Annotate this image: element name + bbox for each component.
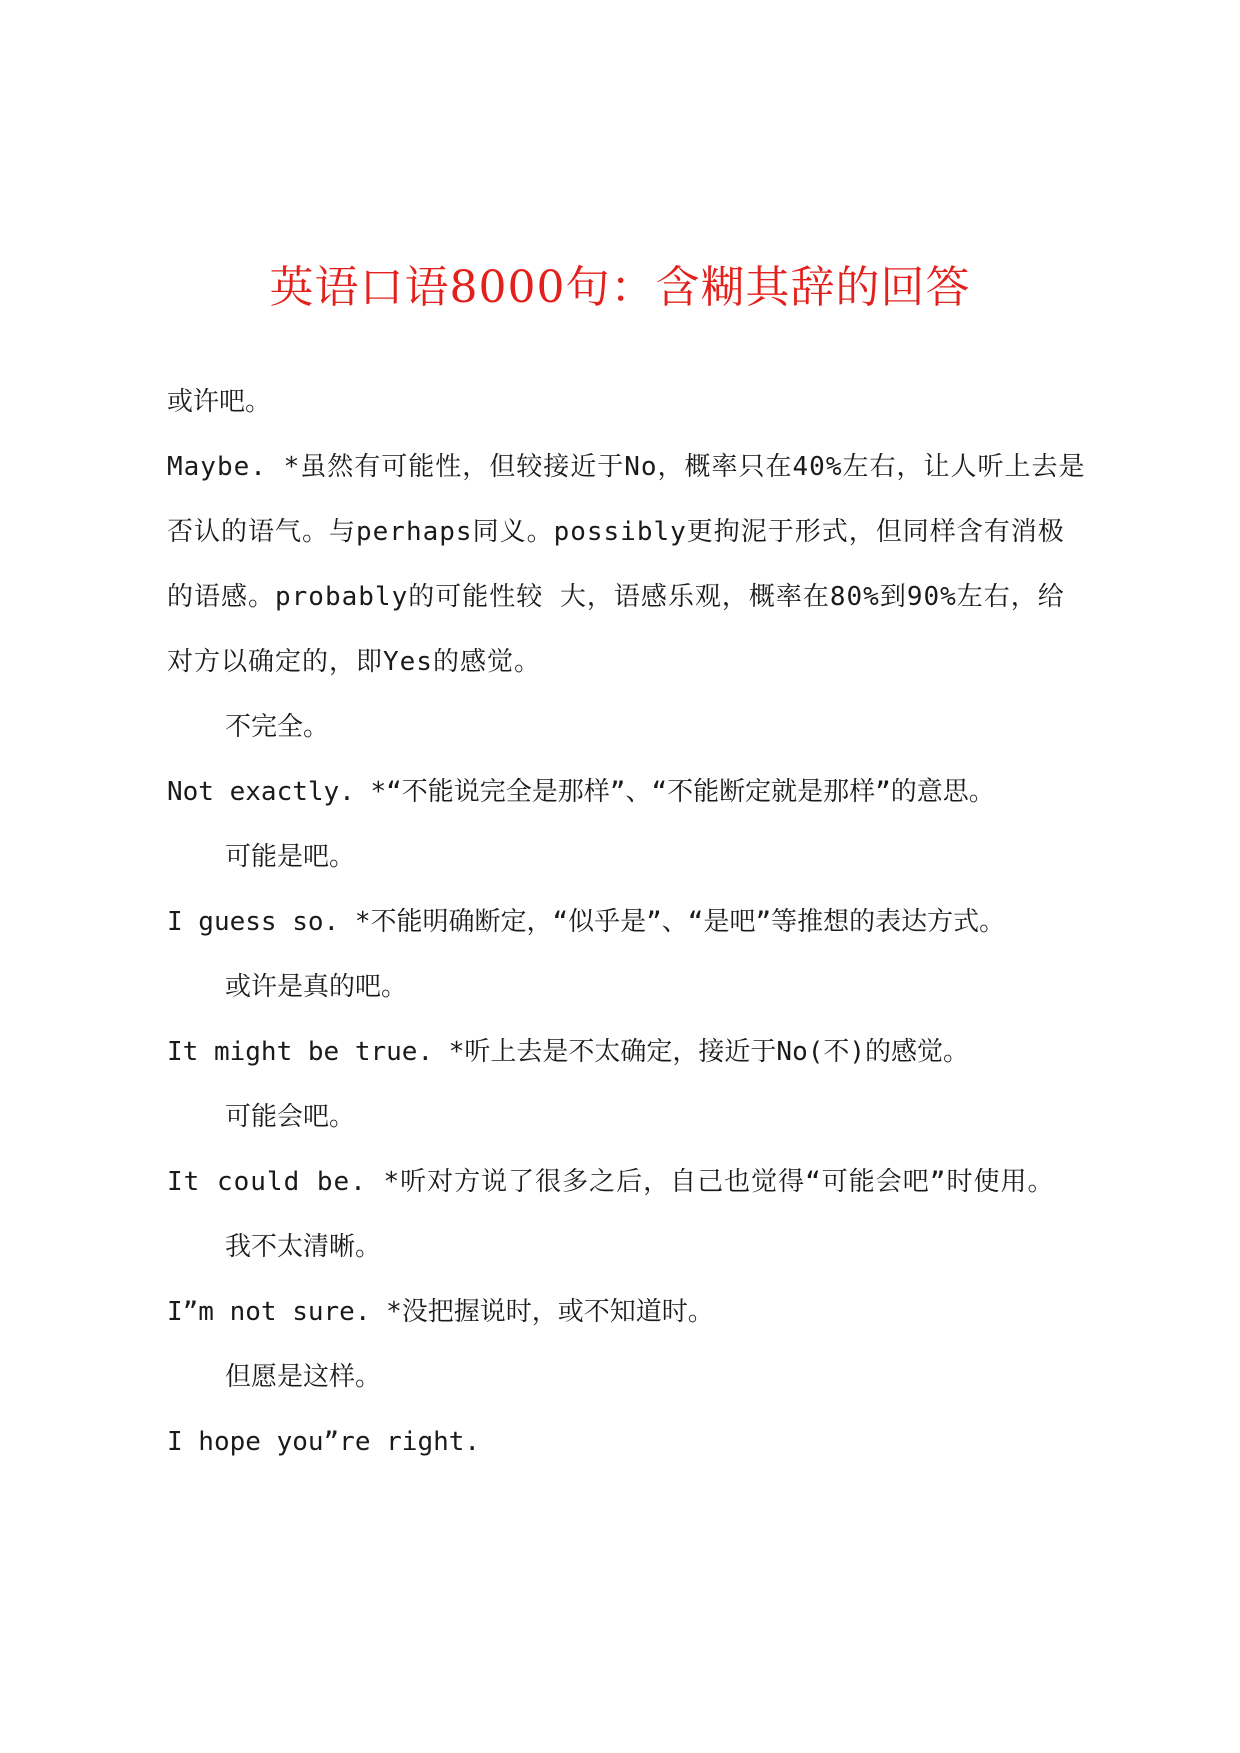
paragraph-4: Not exactly. *“不能说完全是那样”、“不能断定就是那样”的意思。 <box>167 777 995 807</box>
paragraph-5: 可能是吧。 <box>225 842 356 872</box>
document-body <box>167 370 1087 1475</box>
paragraph-9: 可能会吧。 <box>225 1102 356 1132</box>
paragraph-7: 或许是真的吧。 <box>225 972 408 1002</box>
paragraph-1: 或许吧。 <box>167 387 272 417</box>
paragraph-14: I hope you”re right. <box>167 1427 481 1457</box>
paragraph-2: Maybe. *虽然有可能性，但较接近于No，概率只在40%左右，让人听上去是否认的语气。与perhaps同义。possibly更拘泥于形式，但同样含有消极的语感。probably的可能性较 大，语感乐观，概率在80%到90%左右，给对方以确定的，即Yes的感觉。 <box>167 452 1086 677</box>
paragraph-12: I”m not sure. *没把握说时，或不知道时。 <box>167 1297 714 1327</box>
paragraph-13: 但愿是这样。 <box>225 1362 382 1392</box>
paragraph-6: I guess so. *不能明确断定，“似乎是”、“是吧”等推想的表达方式。 <box>167 907 1006 937</box>
paragraph-10: It could be. *听对方说了很多之后，自己也觉得“可能会吧”时使用。 <box>167 1167 1055 1197</box>
paragraph-8: It might be true. *听上去是不太确定，接近于No(不)的感觉。 <box>167 1037 970 1067</box>
paragraph-11: 我不太清晰。 <box>225 1232 382 1262</box>
document-title: 英语口语8000句：含糊其辞的回答 <box>269 262 971 313</box>
paragraph-3: 不完全。 <box>225 712 330 742</box>
